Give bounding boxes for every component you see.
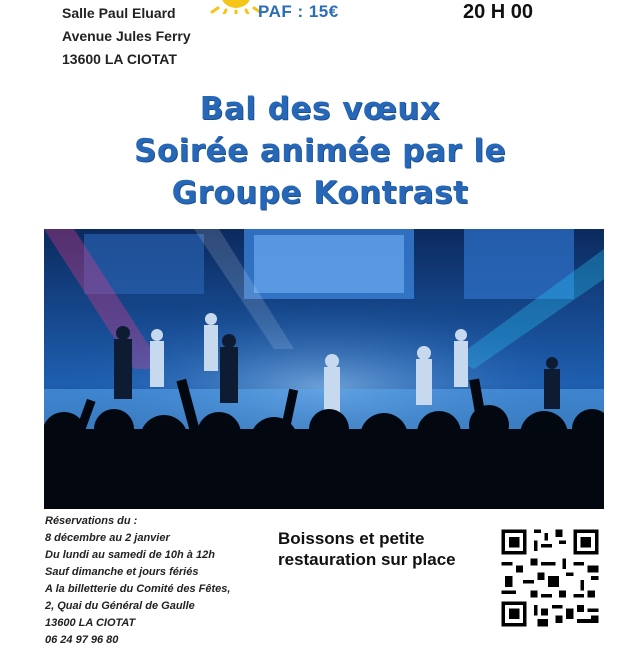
- reservations-line: 8 décembre au 2 janvier: [45, 532, 170, 544]
- venue-address: [62, 2, 191, 71]
- reservations-line: 2, Quai du Général de Gaulle: [45, 600, 195, 612]
- title-line-1: Bal des vœux: [199, 91, 441, 127]
- venue-city: 13600 LA CIOTAT: [62, 51, 177, 67]
- reservations-line: Du lundi au samedi de 10h à 12h: [45, 549, 215, 561]
- sun-icon: [208, 0, 264, 14]
- venue-name: Salle Paul Eluard: [62, 5, 176, 21]
- concert-photo: [44, 229, 604, 509]
- event-time: 20 H 00: [463, 1, 534, 23]
- reservations-line: Sauf dimanche et jours fériés: [45, 566, 199, 578]
- event-title: [0, 88, 640, 214]
- venue-street: Avenue Jules Ferry: [62, 28, 191, 44]
- title-line-2: Soirée animée par le: [134, 133, 506, 169]
- qr-code[interactable]: [498, 526, 602, 630]
- reservations-line: A la billetterie du Comité des Fêtes,: [45, 583, 231, 595]
- reservations-info: [45, 513, 230, 649]
- reservations-line: 13600 LA CIOTAT: [45, 617, 136, 629]
- price-label: PAF : 15€: [258, 2, 339, 21]
- reservations-label: Réservations du :: [45, 515, 138, 527]
- title-line-3: Groupe Kontrast: [171, 175, 469, 211]
- drinks-info: Boissons et petite restauration sur place: [278, 529, 456, 569]
- reservations-phone: 06 24 97 96 80: [45, 634, 119, 646]
